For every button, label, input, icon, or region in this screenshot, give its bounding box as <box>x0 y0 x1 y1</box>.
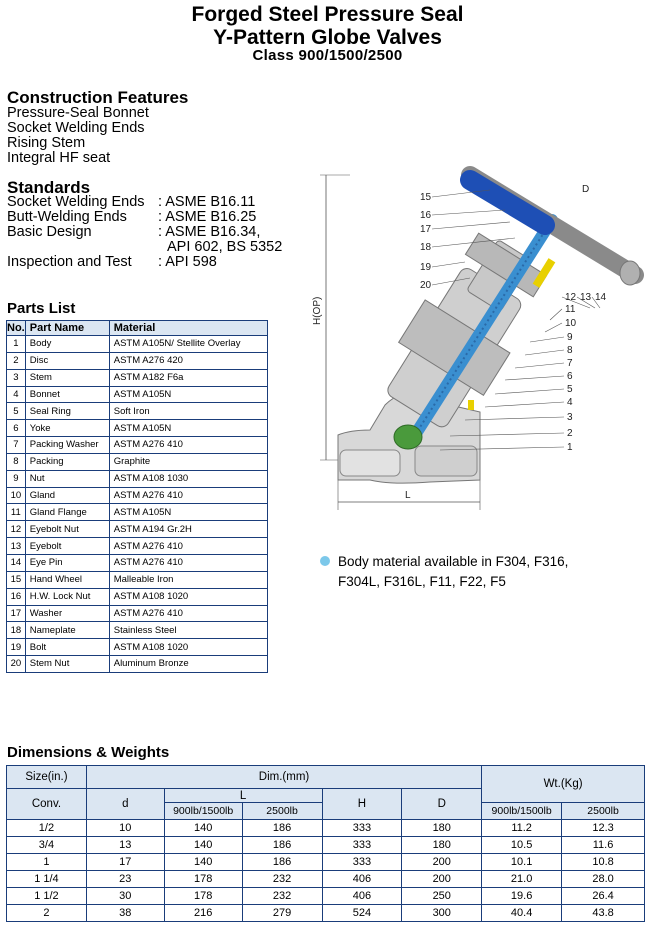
dim-cell-wt-2500: 43.8 <box>562 905 645 922</box>
callout-leader-line <box>432 210 505 215</box>
dim-cell-l-2500: 232 <box>242 888 322 905</box>
part-name: Bolt <box>25 639 109 656</box>
callout-number: 13 <box>580 292 592 303</box>
header-l-900: 900lb/1500lb <box>164 803 242 820</box>
part-material: Stainless Steel <box>109 622 267 639</box>
dimensions-table <box>6 765 645 922</box>
header-w-900: 900lb/1500lb <box>482 803 562 820</box>
part-material: Graphite <box>109 453 267 470</box>
dim-cell-h: 406 <box>322 888 402 905</box>
dim-cell-l-2500: 232 <box>242 871 322 888</box>
callout-leader-line <box>530 337 564 342</box>
part-name: Eye Pin <box>25 554 109 571</box>
dim-cell-l-900: 216 <box>164 905 242 922</box>
dim-cell-l-2500: 279 <box>242 905 322 922</box>
header-w-2500: 2500lb <box>562 803 645 820</box>
dim-cell-l-2500: 186 <box>242 854 322 871</box>
valve-cross-section-drawing <box>290 150 650 520</box>
callout-leader-line <box>550 309 562 320</box>
dim-cell-wt-900: 10.1 <box>482 854 562 871</box>
part-number: 13 <box>7 538 26 555</box>
dim-cell-d: 23 <box>86 871 164 888</box>
part-name: Nut <box>25 470 109 487</box>
bullet-dot <box>320 556 330 566</box>
col-no: No. <box>7 322 25 334</box>
table-row <box>7 854 645 871</box>
part-name: Stem Nut <box>25 656 109 673</box>
part-name: Gland <box>25 487 109 504</box>
callout-leader-line <box>495 389 564 394</box>
part-name: Gland Flange <box>25 504 109 521</box>
standard-label: Basic Design <box>7 224 92 240</box>
dim-cell-size: 3/4 <box>7 837 87 854</box>
standard-value: : ASME B16.11 <box>158 194 256 210</box>
header-conv: Conv. <box>7 789 87 820</box>
dim-cell-d: 13 <box>86 837 164 854</box>
table-row <box>7 369 268 386</box>
callout-number: 9 <box>567 332 573 343</box>
callout-number: 18 <box>420 242 432 253</box>
col-material: Material <box>109 321 267 336</box>
dim-cell-d: 17 <box>86 854 164 871</box>
standard-label: Socket Welding Ends <box>7 194 145 210</box>
part-number: 9 <box>7 470 26 487</box>
dim-cell-wt-2500: 12.3 <box>562 820 645 837</box>
dim-cell-wt-2500: 28.0 <box>562 871 645 888</box>
dim-cell-wt-900: 11.2 <box>482 820 562 837</box>
callout-leader-line <box>485 402 564 407</box>
dim-d-label: D <box>582 184 590 195</box>
callout-number: 20 <box>420 280 432 291</box>
parts-list-heading: Parts List <box>7 300 76 317</box>
part-name: Nameplate <box>25 622 109 639</box>
callout-number: 15 <box>420 192 432 203</box>
dim-h-label: H(OP) <box>312 296 323 325</box>
table-row <box>7 554 268 571</box>
callout-number: 4 <box>567 397 573 408</box>
part-number: 17 <box>7 605 26 622</box>
part-material: ASTM A105N <box>109 386 267 403</box>
header-big-d: D <box>402 789 482 820</box>
dim-cell-l-900: 178 <box>164 888 242 905</box>
table-row <box>7 605 268 622</box>
dim-cell-size: 1 1/2 <box>7 888 87 905</box>
table-row <box>7 571 268 588</box>
table-row <box>7 352 268 369</box>
part-number: 14 <box>7 554 26 571</box>
part-number: 7 <box>7 437 26 454</box>
dim-cell-wt-2500: 11.6 <box>562 837 645 854</box>
table-row <box>7 837 645 854</box>
material-note-line: Body material available in F304, F316, <box>338 554 569 569</box>
callout-leader-line <box>432 262 465 267</box>
part-material: ASTM A276 410 <box>109 554 267 571</box>
part-number: 15 <box>7 571 26 588</box>
dim-cell-l-2500: 186 <box>242 837 322 854</box>
part-number: 6 <box>7 420 26 437</box>
construction-heading: Construction Features <box>7 88 189 107</box>
part-material: ASTM A276 410 <box>109 437 267 454</box>
construction-item: Pressure-Seal Bonnet <box>7 105 149 121</box>
part-number: 12 <box>7 521 26 538</box>
part-material: ASTM A105N/ Stellite Overlay <box>109 336 267 353</box>
part-number: 18 <box>7 622 26 639</box>
standard-value: API 602, BS 5352 <box>167 239 283 255</box>
table-row <box>7 386 268 403</box>
header-d: d <box>86 789 164 820</box>
callout-number: 11 <box>565 304 576 315</box>
table-row <box>7 336 268 353</box>
callout-number: 14 <box>595 292 607 303</box>
table-row <box>7 656 268 673</box>
part-name: Packing <box>25 453 109 470</box>
dim-cell-h: 333 <box>322 854 402 871</box>
callout-number: 19 <box>420 262 432 273</box>
dim-cell-h: 333 <box>322 820 402 837</box>
dim-cell-d: 38 <box>86 905 164 922</box>
part-material: ASTM A108 1020 <box>109 588 267 605</box>
pressure-class: Class 900/1500/2500 <box>252 47 403 64</box>
callout-number: 3 <box>567 412 573 423</box>
part-number: 1 <box>7 336 26 353</box>
callout-number: 2 <box>567 428 573 439</box>
dim-cell-h: 524 <box>322 905 402 922</box>
dim-cell-size: 1 <box>7 854 87 871</box>
dim-cell-h: 333 <box>322 837 402 854</box>
standard-label: Inspection and Test <box>7 254 132 270</box>
standard-value: : API 598 <box>158 254 217 270</box>
header-h: H <box>322 789 402 820</box>
table-row <box>7 820 645 837</box>
header-l: L <box>164 789 322 803</box>
parts-header-row <box>7 321 268 336</box>
col-part-name: Part Name <box>25 321 109 336</box>
callout-number: 8 <box>567 345 573 356</box>
table-row <box>7 504 268 521</box>
table-row <box>7 871 645 888</box>
part-number: 20 <box>7 656 26 673</box>
part-material: ASTM A182 F6a <box>109 369 267 386</box>
material-note <box>338 552 638 592</box>
part-name: Eyebolt Nut <box>25 521 109 538</box>
dim-cell-l-2500: 186 <box>242 820 322 837</box>
part-material: ASTM A108 1020 <box>109 639 267 656</box>
part-name: Stem <box>25 369 109 386</box>
dim-cell-size: 1/2 <box>7 820 87 837</box>
part-number: 11 <box>7 504 26 521</box>
callout-leader-line <box>525 350 564 355</box>
header-dim: Dim.(mm) <box>86 766 481 789</box>
part-name: Seal Ring <box>25 403 109 420</box>
part-material: ASTM A276 410 <box>109 538 267 555</box>
material-note-line: F304L, F316L, F11, F22, F5 <box>338 574 506 589</box>
standards-heading: Standards <box>7 178 91 197</box>
dim-cell-size: 2 <box>7 905 87 922</box>
part-name: Eyebolt <box>25 538 109 555</box>
page-subtitle: Y-Pattern Globe Valves <box>213 26 442 49</box>
parts-table <box>6 320 268 673</box>
table-row <box>7 905 645 922</box>
callout-leader-line <box>505 376 564 380</box>
dim-cell-size: 1 1/4 <box>7 871 87 888</box>
standard-value: : ASME B16.34, <box>158 224 261 240</box>
callout-number: 17 <box>420 224 432 235</box>
dim-cell-big-d: 180 <box>402 820 482 837</box>
dim-cell-d: 30 <box>86 888 164 905</box>
construction-item: Rising Stem <box>7 135 86 151</box>
part-name: Hand Wheel <box>25 571 109 588</box>
table-row <box>7 470 268 487</box>
part-material: ASTM A108 1030 <box>109 470 267 487</box>
dim-cell-l-900: 140 <box>164 854 242 871</box>
dim-cell-l-900: 140 <box>164 820 242 837</box>
part-material: ASTM A105N <box>109 504 267 521</box>
header-l-2500: 2500lb <box>242 803 322 820</box>
part-material: Aluminum Bronze <box>109 656 267 673</box>
dim-cell-h: 406 <box>322 871 402 888</box>
part-number: 3 <box>7 369 26 386</box>
callout-number: 12 <box>565 292 577 303</box>
callout-number: 10 <box>565 318 577 329</box>
part-name: Washer <box>25 605 109 622</box>
part-name: Disc <box>25 352 109 369</box>
part-name: H.W. Lock Nut <box>25 588 109 605</box>
callout-number: 7 <box>567 358 573 369</box>
dim-cell-wt-900: 10.5 <box>482 837 562 854</box>
part-number: 5 <box>7 403 26 420</box>
part-number: 10 <box>7 487 26 504</box>
standard-label: Butt-Welding Ends <box>7 209 127 225</box>
part-material: ASTM A276 410 <box>109 605 267 622</box>
callout-number: 6 <box>567 371 573 382</box>
construction-item: Integral HF seat <box>7 150 111 166</box>
dimensions-heading: Dimensions & Weights <box>7 744 170 761</box>
part-material: Malleable Iron <box>109 571 267 588</box>
table-row <box>7 622 268 639</box>
part-material: ASTM A105N <box>109 420 267 437</box>
dim-l-label: L <box>405 490 411 501</box>
part-number: 4 <box>7 386 26 403</box>
construction-item: Socket Welding Ends <box>7 120 145 136</box>
header-weight: Wt.(Kg) <box>482 766 645 803</box>
part-name: Yoke <box>25 420 109 437</box>
dim-cell-l-900: 178 <box>164 871 242 888</box>
dim-cell-wt-2500: 10.8 <box>562 854 645 871</box>
callout-leader-line <box>545 323 562 332</box>
table-row <box>7 420 268 437</box>
part-name: Packing Washer <box>25 437 109 454</box>
dim-cell-d: 10 <box>86 820 164 837</box>
table-row <box>7 639 268 656</box>
table-row <box>7 888 645 905</box>
dim-cell-big-d: 200 <box>402 854 482 871</box>
callout-number: 5 <box>567 384 573 395</box>
table-row <box>7 521 268 538</box>
dim-cell-wt-900: 21.0 <box>482 871 562 888</box>
callout-number: 16 <box>420 210 432 221</box>
dim-cell-wt-2500: 26.4 <box>562 888 645 905</box>
dim-cell-big-d: 200 <box>402 871 482 888</box>
part-number: 8 <box>7 453 26 470</box>
table-row <box>7 588 268 605</box>
part-material: ASTM A276 420 <box>109 352 267 369</box>
table-row <box>7 403 268 420</box>
part-material: Soft Iron <box>109 403 267 420</box>
dim-cell-big-d: 180 <box>402 837 482 854</box>
part-number: 16 <box>7 588 26 605</box>
table-row <box>7 453 268 470</box>
table-row <box>7 538 268 555</box>
dim-cell-l-900: 140 <box>164 837 242 854</box>
dim-cell-wt-900: 19.6 <box>482 888 562 905</box>
part-name: Body <box>25 336 109 353</box>
dim-cell-wt-900: 40.4 <box>482 905 562 922</box>
part-number: 2 <box>7 352 26 369</box>
dim-cell-big-d: 250 <box>402 888 482 905</box>
callout-leader-line <box>432 222 510 229</box>
part-number: 19 <box>7 639 26 656</box>
header-size: Size(in.) <box>7 766 87 789</box>
callout-number: 1 <box>567 442 573 453</box>
table-row <box>7 437 268 454</box>
dim-cell-big-d: 300 <box>402 905 482 922</box>
table-row <box>7 487 268 504</box>
part-name: Bonnet <box>25 386 109 403</box>
callout-leader-line <box>515 363 564 368</box>
standard-value: : ASME B16.25 <box>158 209 257 225</box>
part-material: ASTM A276 410 <box>109 487 267 504</box>
part-material: ASTM A194 Gr.2H <box>109 521 267 538</box>
page-title: Forged Steel Pressure Seal <box>191 3 464 26</box>
